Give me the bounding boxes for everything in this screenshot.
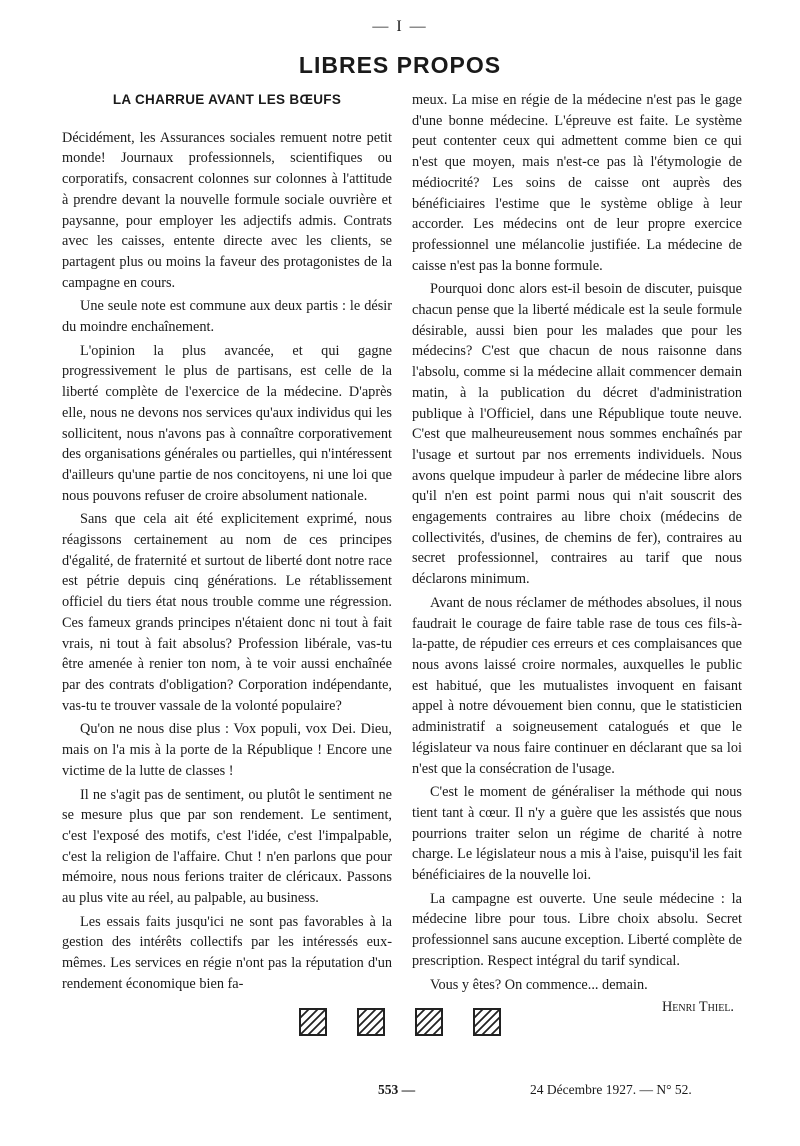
paragraph: Avant de nous réclamer de méthodes absolues, il nous faudrait le courage de faire table rase de tous ces fils-à-la-patte, de répudier ces erreurs et ces complaisances que nous avons laissé croire normales, auxquelles le public est habitué, que les mutualistes invoquent en faisant appel à notre dévouement bien connu, que le statisticien administratif a soigneusement catalogués et que le législateur va nous faire continuer en déclarant que sa loi n'est que la consécration de l'usage. [412, 594, 742, 777]
page-number: 553 — [378, 1082, 416, 1097]
paragraph: Il ne s'agit pas de sentiment, ou plutôt le sentiment ne se mesure plus que par son rendement. Le sentiment, c'est l'exposé des motifs, c'est l'idée, c'est l'impalpable, c'est la religion de l'affaire. Chut ! n'en parlons que pour mémoire, nous nous ferions traiter de cléricaux. Passons au plus vite au réel, au palpable, au business. [62, 786, 392, 907]
author-signature: Henri Thiel. [661, 999, 734, 1016]
ornament-row [0, 1008, 800, 1036]
hatched-square-icon [415, 1008, 443, 1036]
page-section-marker: — I — [372, 18, 428, 35]
paragraph: Qu'on ne nous dise plus : Vox populi, vox Dei. Dieu, mais on l'a mis à la porte de la République ! Encore une victime de la lutte de classes ! [62, 721, 392, 779]
hatched-square-icon [473, 1008, 501, 1036]
paragraph: Décidément, les Assurances sociales remuent notre petit monde! Journaux professionnels, scientifiques ou corporatifs, consacrent colonnes sur colonnes à l'attitude à prendre devant la nouvelle formule sociale ouvrière et paysanne, pour employer les adjectifs admis. Contrats avec les caisses, entente directe avec les clients, se partagent plus ou moins la faveur des protagonistes de la campagne en cours. [62, 129, 392, 291]
paragraph: Une seule note est commune aux deux partis : le désir du moindre enchaînement. [62, 298, 392, 336]
article-title: LA CHARRUE AVANT LES BŒUFS [112, 92, 342, 107]
paragraph: Vous y êtes? On commence... demain. [430, 976, 648, 993]
paragraph: La campagne est ouverte. Une seule médecine : la médecine libre pour tous. Libre choix absolu. Secret professionnel sans aucune exception. Liberté complète de prescription. Respect intégral du tarif syndical. [412, 890, 742, 969]
paragraph: Sans que cela ait été explicitement exprimé, nous réagissons certainement au nom de ces principes d'égalité, de fraternité et surtout de liberté dont notre race est pétrie depuis cinq générations. Le rétablissement officiel du tiers état nous trouble comme une régression. Ces fameux grands principes n'étaient donc ni tout à fait vrais, ni tout à fait absolus? Profession libérale, vas-tu être amenée à renier ton nom, à te voir aussi enchaînée par des contrats d'obligation? Corporation indépendante, vas-tu te trouver vassale de la volonté populaire? [62, 511, 392, 714]
hatched-square-icon [357, 1008, 385, 1036]
paragraph: Les essais faits jusqu'ici ne sont pas favorables à la gestion des intérêts collectifs par les intéressés eux-mêmes. Les services en régie n'ont pas la réputation d'un rendement économique bien fa- [62, 913, 392, 992]
right-column [412, 90, 742, 1018]
paragraph: C'est le moment de généraliser la méthode qui nous tient tant à cœur. Il n'y a guère que les assistés que nous pourrions traiter selon un régime de charité à notre charge. Le législateur nous a mis à l'aise, puisqu'il les fait bénéficiaires de la nouvelle loi. [412, 784, 742, 884]
left-column [62, 90, 392, 995]
paragraph: L'opinion la plus avancée, et qui gagne progressivement le plus de partisans, est celle de la liberté complète de l'exercice de la médecine. D'après elle, nous ne devons nos services qu'aux individus qui les sollicitent, nous n'avons pas à connaître corporativement des organisations générales ou partielles, qui n'intéressent d'ailleurs qu'une partie de nos concitoyens, ni une loi que nous pouvons refuser de croire absolument nationale. [62, 342, 392, 504]
issue-info: 24 Décembre 1927. — N° 52. [530, 1082, 692, 1097]
page-title: LIBRES PROPOS [298, 52, 502, 78]
paragraph: meux. La mise en régie de la médecine n'est pas le gage d'une bonne médecine. L'épreuve est faite. Le système peut contenter ceux qui admettent comme bien ce qui n'est que moyen, mais n'est-ce pas là l'étymologie de médiocrité? Les soins de caisse ont auprès des bénéficiaires l'estime que le système oblige à leur accorder. Les médecins ont de leur propre exercice professionnel une mélancolie justifiée. La médecine de caisse n'est pas la bonne formule. [412, 92, 742, 274]
hatched-square-icon [299, 1008, 327, 1036]
paragraph: Pourquoi donc alors est-il besoin de discuter, puisque chacun pense que la liberté médicale est la seule formule désirable, aussi bien pour les malades que pour les médecins? C'est que chacun de nous raisonne dans l'absolu, comme si la médecine allait commencer demain matin, à la publication du décret d'administration publique à l'Officiel, dans une République toute neuve. C'est que malheureusement nous sommes enchaînés par l'usage et surtout par nos errements individuels. Nous avons quelque impudeur à parler de médecine libre alors qu'il n'en est point parmi nous qui n'ait souscrit des engagements contraires au libre choix (médecins de collectivités, d'usines, de chemins de fer), contraires au secret professionnel, contraires au tarif que nous déclarons minimum. [412, 281, 742, 588]
